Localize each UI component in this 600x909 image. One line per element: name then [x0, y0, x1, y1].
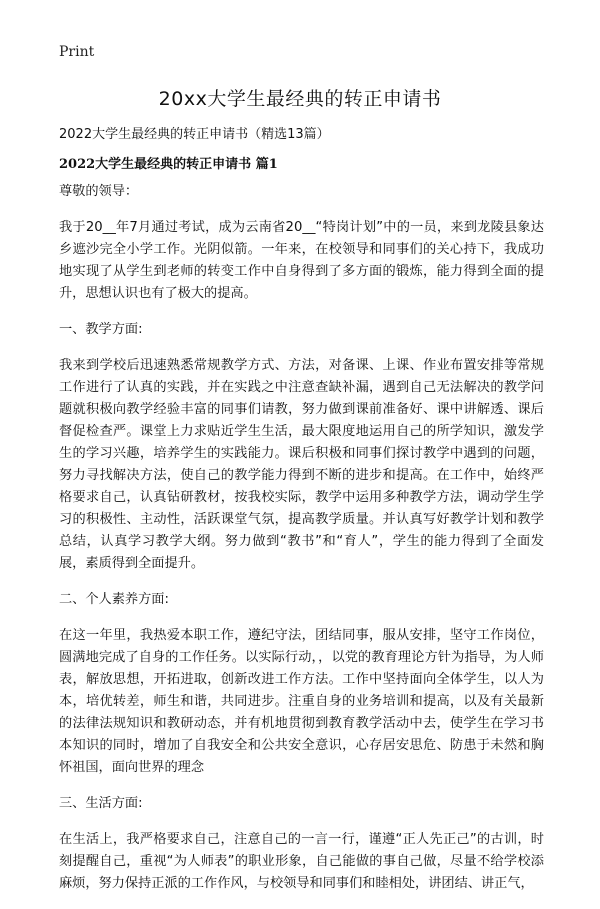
life-paragraph: 在生活上，我严格要求自己，注意自己的一言一行，谨遵“正人先正己”的古训，时刻提醒自己，重视“为人师表”的职业形象，自己能做的事自己做，尽量不给学校添麻烦，努力保持正派的工作作风，与校领导和同事们和睦相处，讲团结、讲正气， [59, 832, 544, 891]
section-heading: 2022大学生最经典的转正申请书 篇1 [59, 157, 278, 172]
heading-personal-quality: 二、个人素养方面: [59, 592, 169, 607]
teaching-paragraph: 我来到学校后迅速熟悉常规教学方式、方法，对备课、上课、作业布置安排等常规工作进行了认真的实践，并在实践之中注意查缺补漏，遇到自己无法解决的教学问题就积极向教学经验丰富的同事们请教，努力做到课前准备好、课中讲解透、课后督促检查严。课堂上力求贴近学生生活，最大限度地运用自己的所学知识，激发学生的学习兴趣，培养学生的实践能力。课后积极和同事们探讨教学中遇到的问题，努力寻找解决方法，使自己的教学能力得到不断的进步和提高。在工作中，始终严格要求自己，认真钻研教材，按我校实际，教学中运用多种教学方法，调动学生学习的积极性、主动性，活跃课堂气氛，提高教学质量。并认真写好教学计划和教学总结，认真学习教学大纲。努力做到“教书”和“育人”，学生的能力得到了全面发展，素质得到全面提升。 [59, 358, 544, 571]
heading-life: 三、生活方面: [59, 796, 143, 811]
document-body [59, 181, 544, 909]
print-link[interactable]: Print [59, 44, 95, 60]
heading-teaching: 一、教学方面: [59, 322, 143, 337]
personal-quality-paragraph: 在这一年里，我热爱本职工作，遵纪守法，团结同事，服从安排，坚守工作岗位，圆满地完成了自身的工作任务。以实际行动，，以党的教育理论方针为指导，为人师表，解放思想，开拓进取，创新改进工作方法。工作中坚持面向全体学生，以人为本，培优转差，师生和谐，共同进步。注重自身的业务培训和提高，以及有关最新的法律法规知识和教研动态，并有机地贯彻到教育教学活动中去，使学生在学习书本知识的同时，增加了自我安全和公共安全意识，心存居安思危、防患于未然和胸怀祖国，面向世界的理念 [59, 628, 544, 775]
document-title: 20xx大学生最经典的转正申请书 [158, 88, 442, 110]
salutation: 尊敬的领导： [59, 184, 139, 199]
document-subtitle: 2022大学生最经典的转正申请书（精选13篇） [59, 127, 330, 142]
intro-paragraph: 我于20__年7月通过考试，成为云南省20__“特岗计划”中的一员，来到龙陵县象达乡遮沙完全小学工作。光阴似箭。一年来，在校领导和同事们的关心持下，我成功地实现了从学生到老师的转变工作中自身得到了多方面的锻炼，能力得到全面的提升，思想认识也有了极大的提高。 [59, 220, 544, 301]
